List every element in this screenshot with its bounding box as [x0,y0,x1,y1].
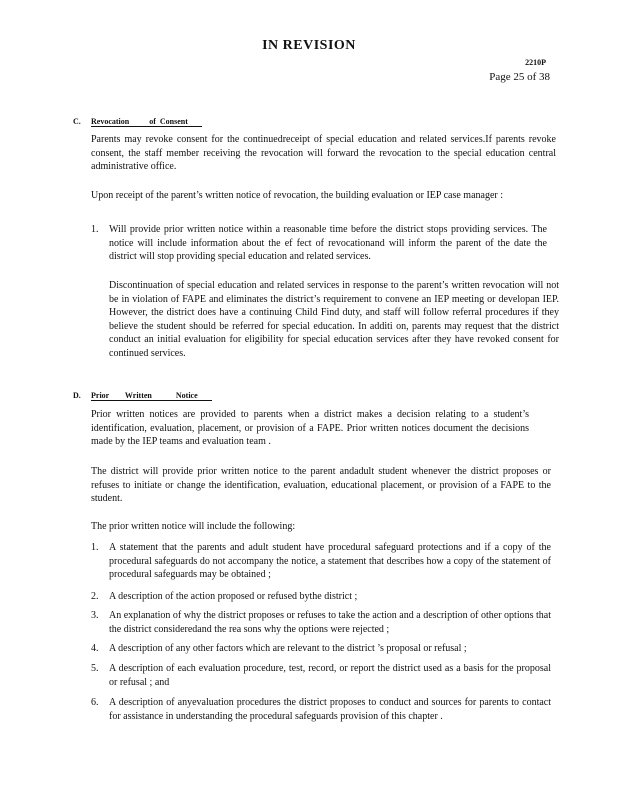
section-c-paragraph-2: Upon receipt of the parent’s written notice of revocation, the building evaluation or IEP case manager : [91,190,503,201]
section-d-letter: D. [73,391,81,400]
list-item-number: 4. [91,643,99,654]
list-item-number: 5. [91,663,99,674]
list-item: A description of any other factors which are relevant to the district ’s proposal or refusal ; [109,643,467,654]
section-d-heading: Prior Written Notice [91,391,212,401]
list-item-number: 6. [91,697,99,708]
section-c-item-1: Will provide prior written notice within a reasonable time before the district stops providing services. The notice will include information about the ef fect of revocationand will inform the parent of the date the district will stop providing special education and related services. [109,224,547,262]
section-c-paragraph-1: Parents may revoke consent for the continuedreceipt of special education and related services.If parents revoke consent, the staff member receiving the revocation will forward the revocation to the special education central administrative office. [91,134,556,172]
list-item-number: 3. [91,610,99,621]
section-c-letter: C. [73,117,81,126]
list-item-number: 1. [91,542,99,553]
page-number: Page 25 of 38 [489,71,550,83]
policy-number: 2210P [525,58,546,67]
list-item: An explanation of why the district proposes or refuses to take the action and a description of other options that the district consideredand the rea sons why the options were rejected ; [109,610,551,635]
document-title: IN REVISION [262,38,356,53]
section-d-paragraph-1: Prior written notices are provided to parents when a district makes a decision relating to a student’s identification, evaluation, placement, or provision of a FAPE. Prior written notices document the decisions made by the IEP teams and evaluation team . [91,409,529,447]
list-item: A description of each evaluation procedure, test, record, or report the district used as a basis for the proposal or refusal ; and [109,663,551,688]
section-c-heading: Revocation of Consent [91,117,202,127]
list-item: A description of the action proposed or refused bythe district ; [109,591,358,602]
list-item: A description of anyevaluation procedures the district proposes to conduct and sources for parents to contact for assistance in understanding the procedural safeguards provision of this chapter . [109,697,551,722]
list-item: A statement that the parents and adult student have procedural safeguard protections and if a copy of the procedural safeguards do not accompany the notice, a statement that describes how a copy of the statement of procedural safeguards may be obtained ; [109,542,551,580]
list-item-number: 2. [91,591,99,602]
section-d-paragraph-3: The prior written notice will include the following: [91,521,296,532]
section-c-item-number: 1. [91,224,99,235]
section-d-paragraph-2: The district will provide prior written notice to the parent andadult student whenever the district proposes or refuses to initiate or change the identification, evaluation, educational placement, or provision of a FAPE to the student. [91,466,551,504]
section-c-item-1-continuation: Discontinuation of special education and related services in response to the parent’s written revocation will not be in violation of FAPE and eliminates the district’s requirement to convene an IEP meeting or developan IEP. However, the district does have a continuing Child Find duty, and staff will follow referral procedures if they believe the student should be referred for special education. In additi on, parents may request that the district conduct an initial evaluation for eligibility for special education services after they have revoked consent for continued services. [109,280,559,359]
